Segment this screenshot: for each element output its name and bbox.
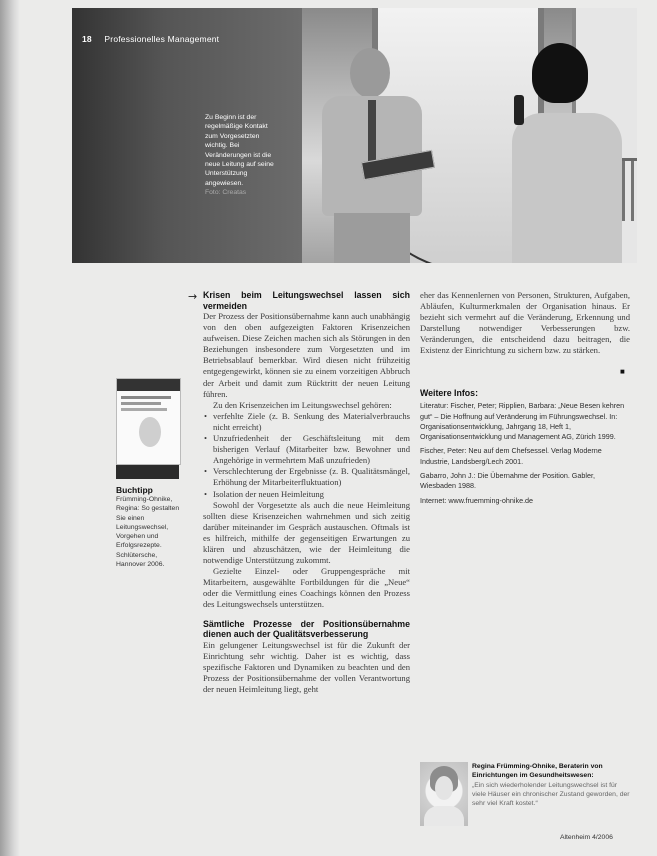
- section-title: Professionelles Management: [104, 34, 220, 44]
- paragraph: Sowohl der Vorgesetzte als auch die neue Heimleitung sollten diese Krisenzeichen wahrnehmen und sich zeitig darüber miteinander im Gespräch austauschen. Oftmals ist es hilfreich, mithilfe der gegenseitigen Erwartungen zu klären und abzuschätzen, wie der Heimleitung die notwendige Unterstützung zukommt.: [203, 499, 410, 566]
- info-item: Gabarro, John J.: Die Übernahme der Position. Gabler, Wiesbaden 1988.: [420, 471, 595, 491]
- book-cover: [116, 378, 181, 465]
- list-item: • Isolation der neuen Heimleitung: [213, 489, 410, 500]
- info-item: Fischer, Peter: Neu auf dem Chefsessel. Verlag Moderne Industrie, Landsberg/Lech 2001.: [420, 446, 602, 466]
- list-item: • Unzufriedenheit der Geschäftsleitung mit dem bisherigen Verlauf (Mitarbeiter bzw. Bewohner und Angehörige in vermehrtem Maß unzufrieden): [213, 433, 410, 466]
- paragraph: Der Prozess der Positionsübernahme kann auch unabhängig von den oben aufgezeigten Faktoren Krisenzeichen aufweisen. Diese Zeichen machen sich als Störungen in den Beziehungen insbesondere zum Vorgesetzten und im Betriebsablauf bemerkbar. Wird diesen nicht frühzeitig entgegengewirkt, können sie zu einem vorzeitigen Abbruch der Arbeit und damit zum Rücktritt der neuen Leitung führen.: [203, 311, 410, 399]
- author-name: Regina Frümming-Ohnike, Beraterin von Einrichtungen im Gesundheitswesen:: [472, 763, 603, 780]
- author-quote: „Ein sich wiederholender Leitungswechsel ist für viele Häuser ein chronischer Zustand geworden, der sehr viel Kraft kostet.“: [472, 781, 630, 808]
- info-item: Internet: www.fruemming-ohnike.de: [420, 495, 534, 505]
- info-title: Weitere Infos:: [420, 388, 479, 398]
- paragraph: Gezielte Einzel- oder Gruppengespräche mit Mitarbeitern, ausgewählte Fortbildungen für die „Neue“ oder die Vermittlung eines Coachings können den Prozess des Leitungswechsels unterstützen.: [203, 566, 410, 610]
- info-item: Literatur: Fischer, Peter; Ripplien, Barbara: „Neue Besen kehren gut“ – Die Hoffnung auf Veränderung im Führungswechsel. In: Organisationsentwicklung, Jahrgang 18, Heft 1, Organisationsentwicklung und Management AG, Zürich 1999.: [420, 401, 625, 442]
- photo-caption: [205, 113, 280, 198]
- arrow-icon: →: [188, 290, 198, 303]
- crisis-list: [203, 411, 410, 500]
- page-number: 18: [82, 34, 92, 44]
- heading-krisen: Krisen beim Leitungswechsel lassen sich vermeiden: [203, 290, 410, 311]
- caption-credit: Foto: Creatas: [205, 189, 247, 197]
- paragraph: Ein gelungener Leitungswechsel ist für die Zukunft der Einrichtung sehr wichtig. Daher ist es wichtig, dass spezifische Faktoren und Dynamiken zu beachten und den Prozess der Positionsübernahme der vollen Verantwortung der neuen Heimleitung liegt, geht: [203, 639, 410, 694]
- info-box: [420, 388, 630, 510]
- header-photo: [72, 8, 637, 263]
- running-head: [82, 34, 219, 44]
- caption-text: Zu Beginn ist der regelmäßige Kontakt zum Vorgesetzten wichtig. Bei Veränderungen ist die neue Leitung auf seine Unterstützung angewiesen.: [205, 114, 274, 187]
- binding-gutter: [0, 0, 20, 856]
- author-portrait: [420, 762, 468, 826]
- list-item: • Verschlechterung der Ergebnisse (z. B. Qualitätsmängel, Erhöhung der Mitarbeiterfluktuation): [213, 466, 410, 488]
- paragraph: eher das Kennenlernen von Personen, Strukturen, Aufgaben, Abläufen, Kulturmerkmalen der Organisation hinaus. Er bezieht sich vermehrt auf die Veränderung, Erkennung und Darstellung notwendiger Verbesserungen bzw. Veränderungen, die entscheidend dazu beitragen, die Existenz der Einrichtung zu sichern bzw. zu stärken.: [420, 290, 630, 356]
- heading-prozesse: Sämtliche Prozesse der Positionsübernahme dienen auch der Qualitätsverbesserung: [203, 618, 410, 640]
- book-tip-title: Buchtipp: [116, 485, 153, 495]
- page-footer: Altenheim 4/2006: [560, 834, 613, 841]
- end-mark: ■: [620, 367, 625, 376]
- author-caption: [472, 762, 632, 808]
- list-item: • verfehlte Ziele (z. B. Senkung des Materialverbrauchs nicht erreicht): [213, 411, 410, 433]
- man-with-book: [312, 48, 432, 263]
- right-column: [420, 290, 630, 357]
- book-bar: [116, 465, 179, 479]
- book-tip: [116, 485, 186, 569]
- paragraph: Zu den Krisenzeichen im Leitungswechsel gehören:: [213, 399, 392, 410]
- woman-on-phone: [502, 43, 622, 263]
- book-tip-text: Frümming-Ohnike, Regina: So gestalten Sie einen Leitungswechsel, Vorgehen und Erfolgsrezepte. Schlütersche, Hannover 2006.: [116, 496, 180, 569]
- main-column: [203, 290, 410, 695]
